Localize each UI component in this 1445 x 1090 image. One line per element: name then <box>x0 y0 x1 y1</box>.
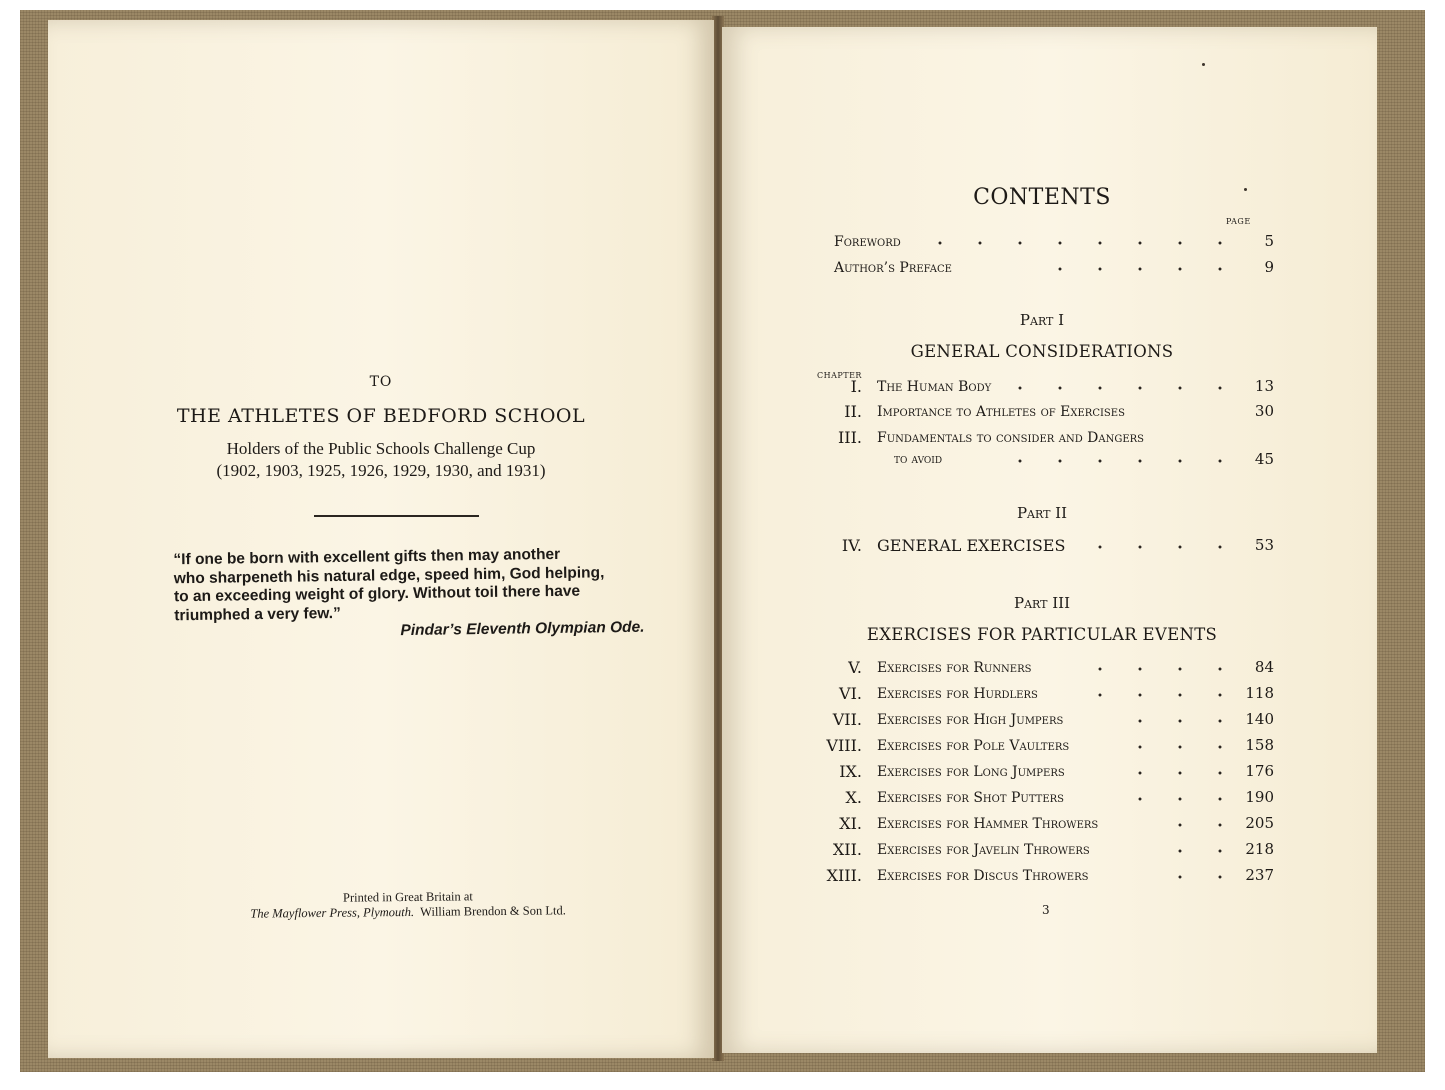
contents-title: CONTENTS <box>973 185 1111 210</box>
toc-chapter-number: X. <box>845 788 862 807</box>
toc-chapter-number: V. <box>848 658 862 677</box>
dot-leader <box>1072 667 1240 671</box>
toc-entry-page: 30 <box>1254 402 1274 420</box>
toc-entry-title: Fundamentals to consider and Dangers <box>877 430 1145 446</box>
toc-entry-title: Author’s Preface <box>834 260 952 276</box>
toc-entry <box>814 232 1274 256</box>
printer-imprint <box>208 888 608 922</box>
printer-press: The Mayflower Press, Plymouth. <box>250 904 415 921</box>
divider-rule <box>314 515 479 517</box>
toc-entry-page: 158 <box>1245 736 1274 754</box>
dot-leader <box>1234 411 1240 415</box>
toc-entry-page: 205 <box>1245 814 1274 832</box>
toc-entry-title: Exercises for Long Jumpers <box>877 764 1065 780</box>
dedication-holders: Holders of the Public Schools Challenge Cup <box>226 439 536 458</box>
dot-leader <box>1112 719 1240 723</box>
toc-entry-page: 190 <box>1245 788 1274 806</box>
toc-entry-title: to avoid <box>894 452 943 467</box>
toc-entry-title: Foreword <box>834 234 901 250</box>
dedication-name: THE ATHLETES OF BEDFORD SCHOOL <box>176 405 586 427</box>
dedication-to: TO <box>369 374 393 390</box>
toc-entry <box>814 658 1274 682</box>
toc-entry-title: Exercises for High Jumpers <box>877 712 1064 728</box>
toc-entry-title: Exercises for Discus Throwers <box>877 868 1089 884</box>
toc-entry-page: 218 <box>1245 840 1274 858</box>
toc-chapter-number: VIII. <box>826 736 862 755</box>
toc-entry <box>814 377 1274 401</box>
toc-entry-page: 45 <box>1254 450 1274 468</box>
dot-leader <box>1092 545 1240 549</box>
toc-entry-title: Exercises for Hurdlers <box>877 686 1038 702</box>
part-label: Part I <box>1019 311 1065 329</box>
toc-chapter-number: XI. <box>839 814 862 833</box>
toc-entry <box>814 684 1274 708</box>
toc-entry <box>814 428 1274 452</box>
quote-line: to an exceeding weight of glory. Without toil there have <box>173 582 581 606</box>
paper-speck <box>1244 188 1247 191</box>
dot-leader <box>1112 797 1240 801</box>
toc-entry-title: Exercises for Shot Putters <box>877 790 1065 806</box>
toc-chapter-number: XII. <box>832 840 862 859</box>
dot-leader <box>992 386 1240 390</box>
printer-firm: William Brendon & Son Ltd. <box>420 903 566 919</box>
toc-entry-page: 176 <box>1245 762 1274 780</box>
quote-line: triumphed a very few.” <box>174 604 341 624</box>
dot-leader <box>992 459 1240 463</box>
toc-entry <box>814 840 1274 864</box>
toc-entry <box>814 762 1274 786</box>
toc-entry-page: 13 <box>1254 377 1274 395</box>
toc-entry <box>814 814 1274 838</box>
toc-entry-page: 53 <box>1254 536 1274 554</box>
part-heading: GENERAL CONSIDERATIONS <box>910 342 1174 361</box>
printer-line: Printed in Great Britain at <box>342 889 473 905</box>
quote-line: who sharpeneth his natural edge, speed him, God helping, <box>173 563 605 587</box>
toc-chapter-number: III. <box>837 428 862 447</box>
dedication-years: (1902, 1903, 1925, 1926, 1929, 1930, and 1931) <box>216 461 546 480</box>
toc-entry-title: The Human Body <box>877 379 992 395</box>
pindar-quote <box>173 545 644 644</box>
dot-leader <box>1152 875 1240 879</box>
toc-entry <box>814 258 1274 282</box>
dot-leader <box>1152 823 1240 827</box>
dot-leader <box>936 241 1240 245</box>
toc-entry-title: Importance to Athletes of Exercises <box>877 404 1125 420</box>
left-page <box>48 20 714 1058</box>
toc-entry-title: Exercises for Hammer Throwers <box>877 816 1099 832</box>
part-heading: EXERCISES FOR PARTICULAR EVENTS <box>866 625 1218 644</box>
toc-chapter-number: IX. <box>839 762 862 781</box>
page-number: 3 <box>1042 903 1050 917</box>
toc-entry-page: 84 <box>1254 658 1274 676</box>
toc-entry <box>814 866 1274 890</box>
chapter-column-label: CHAPTER <box>817 371 862 380</box>
part-label: Part III <box>1013 594 1070 612</box>
toc-chapter-number: XIII. <box>826 866 862 885</box>
toc-entry-continued <box>814 450 1274 474</box>
printer-line-2 <box>208 903 608 922</box>
toc-entry-page: 9 <box>1264 258 1274 276</box>
toc-entry-title: Exercises for Javelin Throwers <box>877 842 1090 858</box>
paper-speck <box>1202 63 1205 66</box>
toc-entry <box>814 736 1274 760</box>
quote-attribution: Pindar’s Eleventh Olympian Ode. <box>400 618 645 640</box>
toc-entry <box>814 710 1274 734</box>
toc-entry-title: Exercises for Runners <box>877 660 1032 676</box>
toc-entry <box>814 788 1274 812</box>
toc-entry-page: 5 <box>1264 232 1274 250</box>
dot-leader <box>1112 745 1240 749</box>
part-label: Part II <box>1016 504 1068 522</box>
quote-line: “If one be born with excellent gifts then may another <box>173 545 561 569</box>
dot-leader <box>1036 267 1240 271</box>
dot-leader <box>1152 849 1240 853</box>
toc-entry-title: GENERAL EXERCISES <box>877 536 1066 555</box>
toc-chapter-number: I. <box>850 377 862 396</box>
toc-entry-page: 237 <box>1245 866 1274 884</box>
toc-entry <box>814 402 1274 426</box>
toc-entry-title: Exercises for Pole Vaulters <box>877 738 1070 754</box>
toc-entry-page: 118 <box>1245 684 1274 702</box>
toc-chapter-number: VI. <box>839 684 862 703</box>
toc-entry <box>814 536 1274 560</box>
toc-chapter-number: IV. <box>841 536 862 555</box>
dot-leader <box>1072 693 1240 697</box>
toc-chapter-number: VII. <box>832 710 862 729</box>
dot-leader <box>1112 771 1240 775</box>
page-column-label: PAGE <box>1226 217 1251 226</box>
right-page <box>722 27 1377 1053</box>
toc-chapter-number: II. <box>844 402 862 421</box>
toc-entry-page: 140 <box>1245 710 1274 728</box>
